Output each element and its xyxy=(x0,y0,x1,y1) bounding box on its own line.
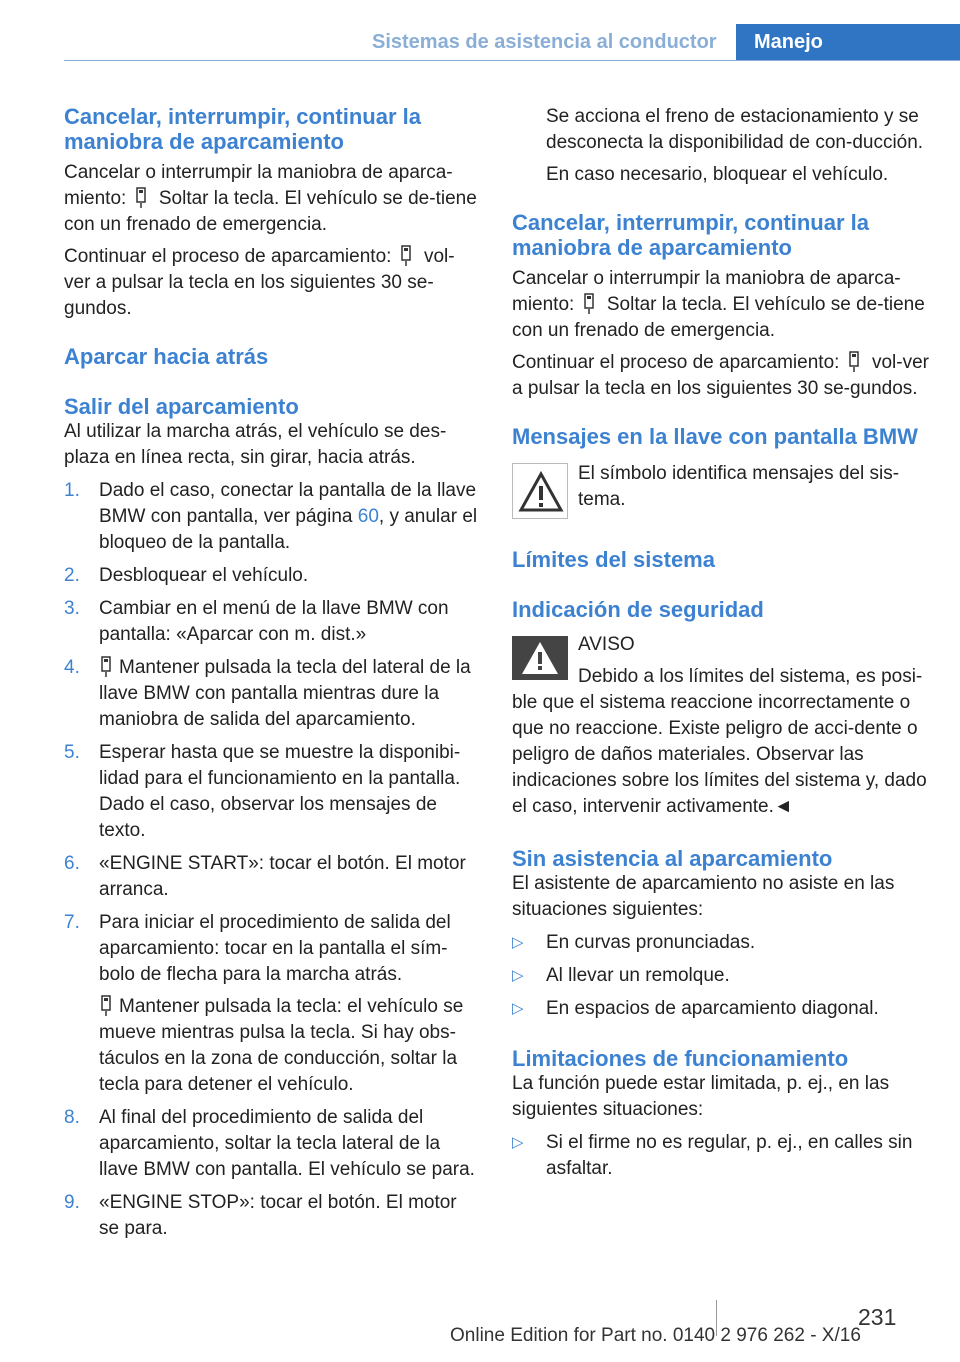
key-button-icon xyxy=(134,187,148,209)
footer-edition: Online Edition for Part no. 0140 2 976 262 - X/16 xyxy=(450,1325,861,1346)
heading-cancel-right: Cancelar, interrumpir, continuar la maniobra de aparcamiento xyxy=(512,210,869,260)
header-section-title: Sistemas de asistencia al conductor xyxy=(372,31,717,53)
list-item: 4. Mantener pulsada la tecla del lateral de la llave BMW con pantalla mientras dure la maniobra de salida del aparcamiento. xyxy=(64,657,471,730)
bullet-triangle-icon: ▷ xyxy=(512,967,524,984)
list-item: 3. Cambiar en el menú de la llave BMW con pantalla: «Aparcar con m. dist.» xyxy=(64,598,449,645)
func-limits-list xyxy=(512,1130,932,1182)
list-item: ▷ En curvas pronunciadas. xyxy=(512,930,932,956)
bullet-triangle-icon: ▷ xyxy=(512,1134,524,1151)
func-limits-intro: La función puede estar limitada, p. ej., en las siguientes situaciones: xyxy=(512,1073,890,1120)
list-item: ▷ En espacios de aparcamiento diagonal. xyxy=(512,996,932,1022)
cancel-paragraph-1: Cancelar o interrumpir la maniobra de aparca-miento: Soltar la tecla. El vehículo se de-tiene con un frenado de emergencia. xyxy=(64,162,477,235)
list-item: 6. «ENGINE START»: tocar el botón. El motor arranca. xyxy=(64,853,466,900)
warning-triangle-icon xyxy=(512,636,568,680)
warning-block xyxy=(512,632,932,820)
exit-steps-list xyxy=(64,478,480,1242)
warning-title: AVISO xyxy=(578,634,635,655)
heading-reverse: Aparcar hacia atrás xyxy=(64,344,269,369)
warning-triangle-icon xyxy=(512,463,568,519)
cancel-paragraph-1-right: Cancelar o interrumpir la maniobra de aparca-miento: Soltar la tecla. El vehículo se de-tiene con un frenado de emergencia. xyxy=(512,268,925,341)
heading-cancel-left: Cancelar, interrumpir, continuar la maniobra de aparcamiento xyxy=(64,104,421,154)
messages-text: El símbolo identifica mensajes del sis-tema. xyxy=(578,463,900,510)
right-column xyxy=(512,104,932,1182)
list-item: ▷ Al llevar un remolque. xyxy=(512,963,932,989)
heading-no-assist: Sin asistencia al aparcamiento xyxy=(512,846,833,871)
exit-intro: Al utilizar la marcha atrás, el vehículo se des-plaza en línea recta, sin girar, hacia atrás. xyxy=(64,421,447,468)
list-item: ▷ Si el firme no es regular, p. ej., en calles sin asfaltar. xyxy=(512,1132,913,1179)
list-item: 5. Esperar hasta que se muestre la disponibi-lidad para el funcionamiento en la pantalla. Dado el caso, observar los mensajes de texto. xyxy=(64,742,461,841)
heading-safety: Indicación de seguridad xyxy=(512,597,764,622)
key-button-icon xyxy=(847,351,861,373)
key-button-icon xyxy=(582,293,596,315)
list-item: 2. Desbloquear el vehículo. xyxy=(64,565,309,586)
page-link[interactable]: 60 xyxy=(357,506,379,527)
cancel-paragraph-2: Continuar el proceso de aparcamiento: vol-ver a pulsar la tecla en los siguientes 30 se-gundos. xyxy=(64,246,455,319)
key-button-icon xyxy=(99,656,113,678)
bullet-triangle-icon: ▷ xyxy=(512,1000,524,1017)
header-rule xyxy=(64,60,960,61)
no-assist-list xyxy=(512,930,932,1022)
header-tab-manejo: Manejo xyxy=(736,24,960,61)
cancel-paragraph-2-right: Continuar el proceso de aparcamiento: vol-ver a pulsar la tecla en los siguientes 30 se-gundos. xyxy=(512,352,929,399)
heading-limits: Límites del sistema xyxy=(512,547,715,572)
key-button-icon xyxy=(99,995,113,1017)
continued-paragraph-2: En caso necesario, bloquear el vehículo. xyxy=(546,164,889,185)
key-button-icon xyxy=(399,245,413,267)
continued-paragraph-1: Se acciona el freno de estacionamiento y se desconecta la disponibilidad de con-ducción. xyxy=(546,106,924,153)
bullet-triangle-icon: ▷ xyxy=(512,934,524,951)
list-item: 8. Al final del procedimiento de salida del aparcamiento, soltar la tecla lateral de la llave BMW con pantalla. El vehículo se para. xyxy=(64,1107,475,1180)
messages-block xyxy=(512,461,932,521)
heading-messages: Mensajes en la llave con pantalla BMW xyxy=(512,424,918,449)
list-item: 7. Para iniciar el procedimiento de salida del aparcamiento: tocar en la pantalla el sím-bolo de flecha para la marcha atrás. Mantener pulsada la tecla: el vehículo se mueve mientras pulsa la tecla. Si hay obs-táculos en la zona de conducción, soltar la tecla para detener el vehículo. xyxy=(64,912,464,1095)
list-item: 9. «ENGINE STOP»: tocar el botón. El motor se para. xyxy=(64,1192,457,1239)
page-number: 231 xyxy=(858,1304,897,1330)
heading-exit: Salir del aparcamiento xyxy=(64,394,299,419)
warning-text: Debido a los límites del sistema, es posi-ble que el sistema reaccione incorrectamente o que no reaccione. Existe peligro de acci-dente o peligro de daños materiales. Observar las indicaciones sobre los límites del sistema y, dado el caso, intervenir activamente.◄ xyxy=(512,666,927,817)
list-item: 1. Dado el caso, conectar la pantalla de la llave BMW con pantalla, ver página 60, y anular el bloqueo de la pantalla. xyxy=(64,480,478,553)
left-column xyxy=(64,104,480,1242)
heading-func-limits: Limitaciones de funcionamiento xyxy=(512,1046,849,1071)
no-assist-intro: El asistente de aparcamiento no asiste en las situaciones siguientes: xyxy=(512,873,895,920)
